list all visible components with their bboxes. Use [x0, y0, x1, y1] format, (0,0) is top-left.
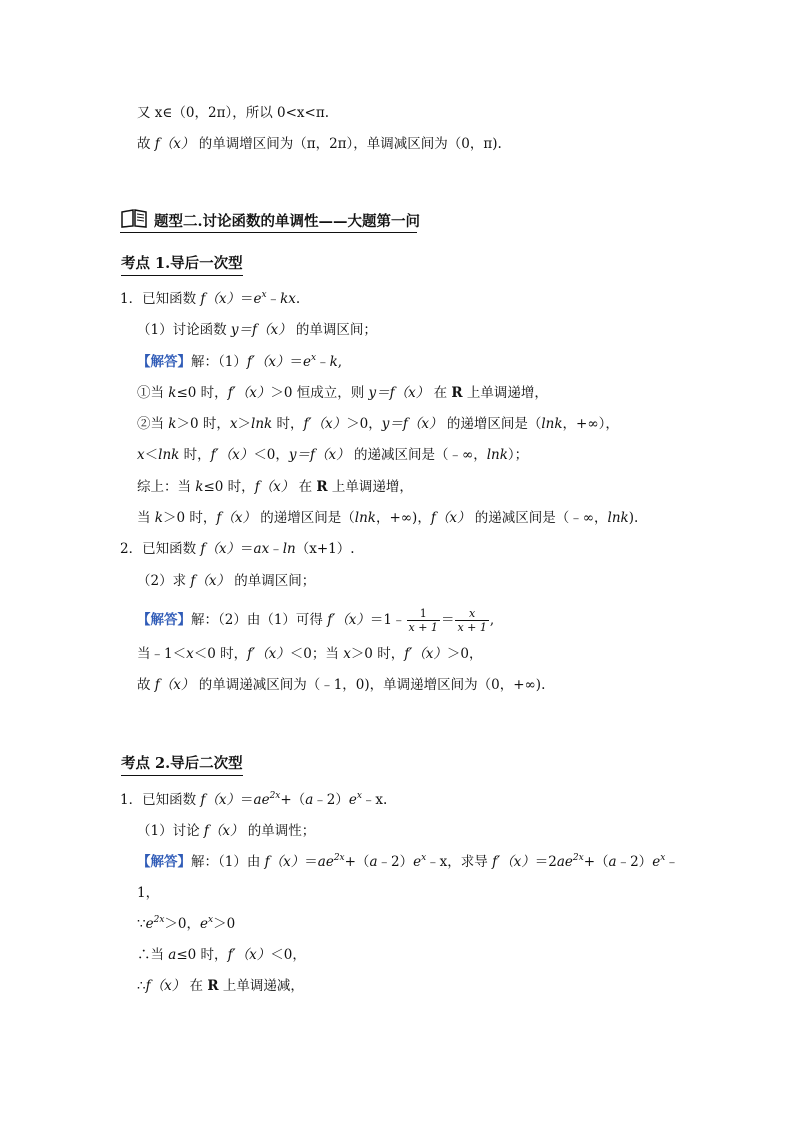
problem-1-stem: 1．已知函数 $f(x)=e^x﹣kx$.: [120, 290, 301, 307]
problem-3-stem: 1．已知函数 $f(x)=ae^{2x}+(a﹣2)e^x﹣x$.: [120, 791, 388, 808]
section-title-text: 题型二.讨论函数的单调性——大题第一问: [154, 213, 421, 230]
problem-2-answer: 【解答】解：（2）由（1）可得 f′（x）＝1﹣ $\frac{1}{x + 1}$ ＝ $\frac{x}{x + 1}$ ,: [137, 607, 495, 634]
problem-2-conclusion: 故 f（x） 的单调递减区间为（﹣1，0)，单调递增区间为（0，+∞).: [137, 677, 546, 693]
kaodian-2-heading: 考点 2.导后二次型: [121, 752, 243, 776]
problem-2-question: （2）求 f（x） 的单调区间；: [137, 573, 316, 589]
problem-2-stem: 2．已知函数 f（x）＝ax﹣ln（x+1）.: [120, 541, 355, 557]
problem-3-line-3: ∴当 a≤0 时，f′（x）＜0，: [137, 947, 306, 963]
problem-3-answer: 【解答】解：（1）由 $f(x)=ae^{2x}+(a﹣2)e^x﹣x$，求导 $f'(x)=2ae^{2x}+(a﹣2)e^x﹣$: [137, 853, 679, 870]
problem-1-answer: 【解答】解：$(1)f'(x)=e^x﹣k$,: [137, 353, 343, 370]
section-title: [120, 208, 421, 233]
problem-1-case-2: ②当 k＞0 时，x＞lnk 时，f′（x）＞0，y＝f（x） 的递增区间是（lnk，+∞），: [137, 416, 619, 432]
answer-tag: 【解答】: [137, 612, 191, 628]
problem-2-cases: 当﹣1＜x＜0 时，f′（x）＜0；当 x＞0 时，f′（x）＞0，: [137, 646, 483, 662]
problem-3-line-4: ∴f（x） 在 R 上单调递减，: [137, 978, 304, 994]
fraction-2: $\frac{x}{x + 1}$: [457, 607, 487, 634]
open-book-icon: [120, 208, 148, 228]
problem-1-case-1: ①当 k≤0 时，f′（x）＞0 恒成立，则 y＝f（x） 在 R 上单调递增，: [137, 385, 548, 401]
answer-tag: 【解答】: [137, 854, 191, 870]
problem-3-answer-cont: 1，: [137, 885, 160, 901]
answer-tag: 【解答】: [137, 354, 191, 370]
problem-1-case-2b: x＜lnk 时，f′（x）＜0，y＝f（x） 的递减区间是（﹣∞，lnk）；: [137, 447, 529, 463]
fraction-1: $\frac{1}{x + 1}$: [408, 607, 438, 634]
problem-3-line-2: $\because e^{2x}>0$，$e^x>0$: [137, 915, 236, 932]
problem-1-question: （1）讨论函数 y＝f（x） 的单调区间；: [137, 322, 377, 338]
problem-3-question: （1）讨论 f（x） 的单调性；: [137, 823, 316, 839]
problem-1-summary-2: 当 k＞0 时，f（x） 的递增区间是（lnk，+∞)，f（x） 的递减区间是（﹣∞，lnk).: [137, 510, 639, 526]
intro-line-1-text: 又 x∈（0，2π），所以 0<x<π.: [137, 105, 329, 121]
intro-line-2: 故 f（x） 的单调增区间为（π，2π），单调减区间为（0，π).: [137, 136, 502, 152]
problem-1-summary-1: 综上：当 k≤0 时，f（x） 在 R 上单调递增，: [137, 479, 413, 495]
intro-line-1: [137, 104, 329, 122]
kaodian-1-heading: 考点 1.导后一次型: [121, 252, 243, 276]
